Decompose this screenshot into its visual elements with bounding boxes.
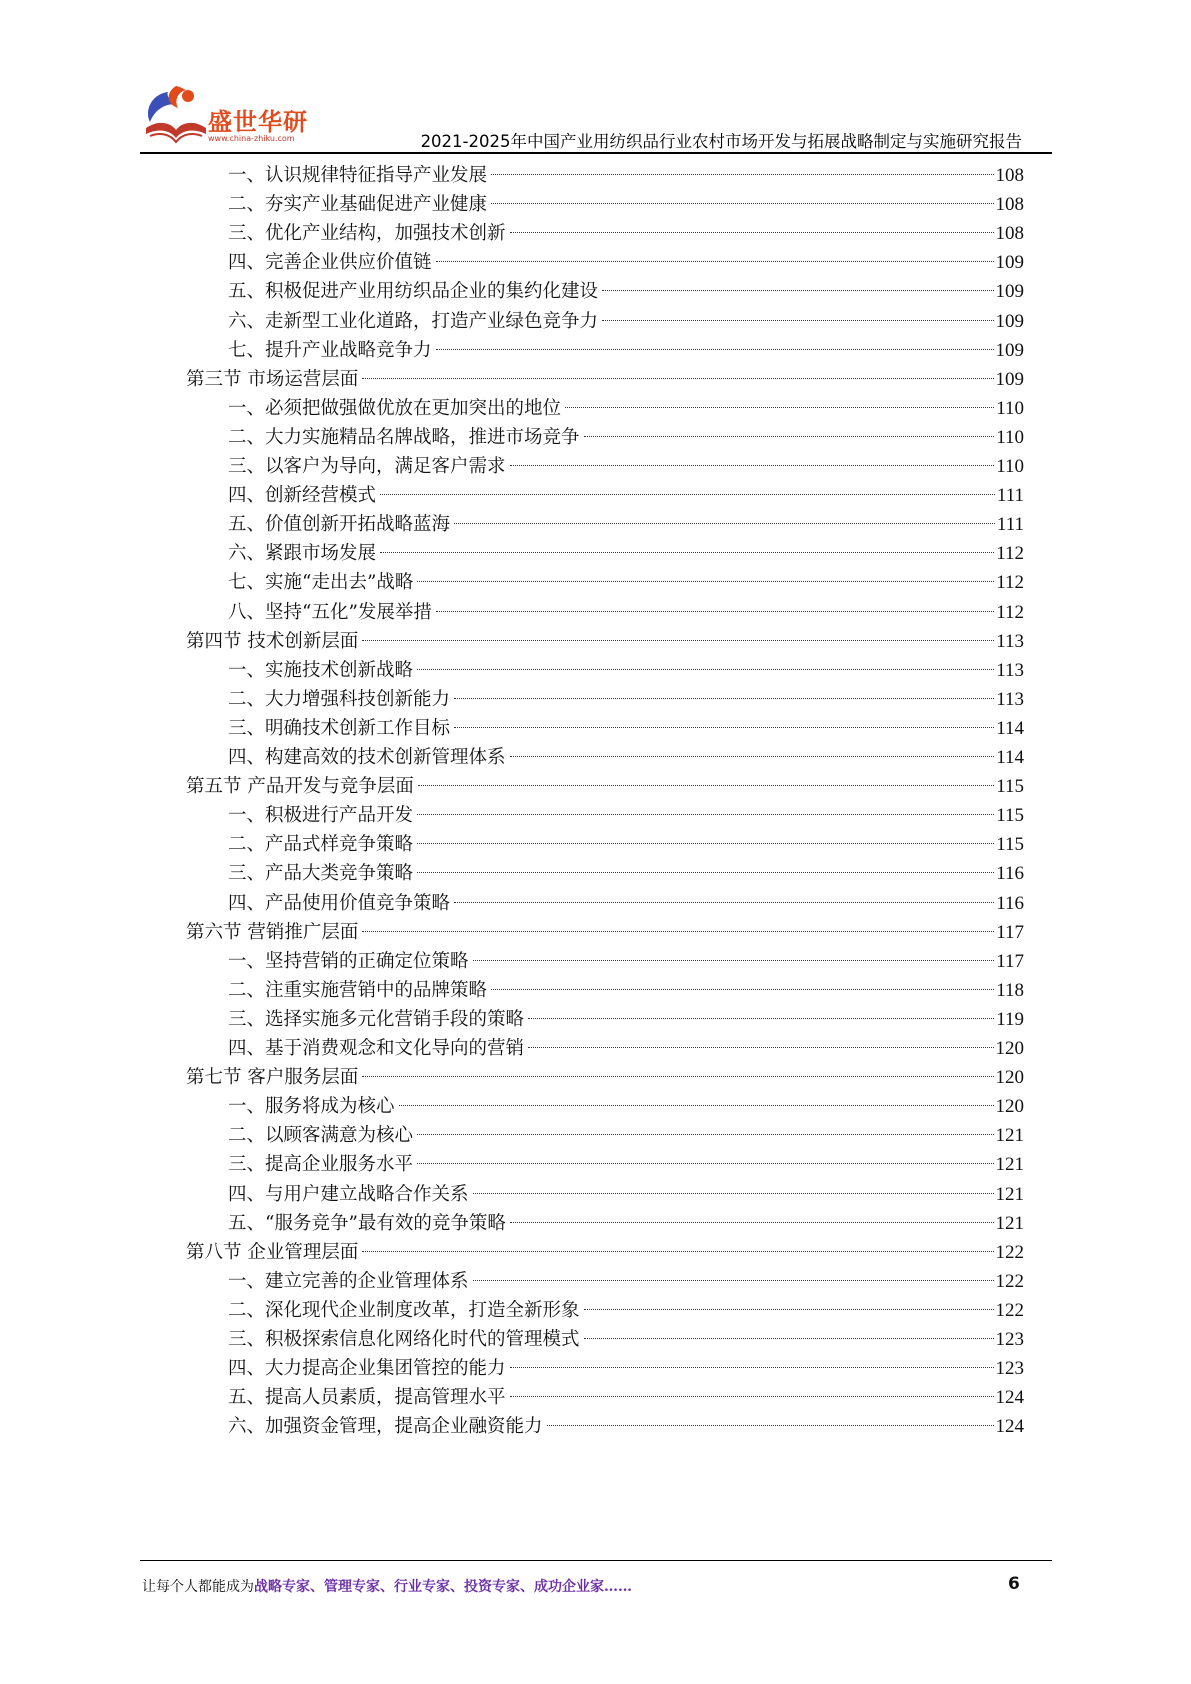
toc-dot-leader <box>491 174 993 175</box>
toc-entry-label: 四、完善企业供应价值链 <box>228 252 432 274</box>
toc-entry-label: 一、实施技术创新战略 <box>228 659 414 681</box>
toc-dot-leader <box>454 698 994 699</box>
toc-subsection-entry[interactable] <box>228 393 1024 424</box>
toc-subsection-entry[interactable] <box>228 1091 1024 1122</box>
toc-entry-page: 116 <box>996 863 1024 885</box>
toc-entry-page: 112 <box>996 572 1024 594</box>
toc-subsection-entry[interactable] <box>228 567 1024 598</box>
toc-dot-leader <box>510 1222 994 1223</box>
toc-entry-page: 109 <box>995 281 1024 303</box>
toc-entry-page: 120 <box>995 1067 1024 1089</box>
toc-subsection-entry[interactable] <box>228 160 1024 191</box>
toc-dot-leader <box>380 494 995 495</box>
toc-entry-page: 122 <box>995 1241 1024 1263</box>
toc-section-entry[interactable] <box>186 626 1024 657</box>
toc-entry-label: 七、提升产业战略竞争力 <box>228 339 432 361</box>
toc-entry-page: 108 <box>995 223 1024 245</box>
toc-entry-page: 109 <box>995 368 1024 390</box>
toc-subsection-entry[interactable] <box>228 509 1024 540</box>
toc-entry-label: 一、必须把做强做优放在更加突出的地位 <box>228 397 562 419</box>
page-number: 6 <box>1008 1574 1020 1594</box>
toc-subsection-entry[interactable] <box>228 888 1024 919</box>
toc-dot-leader <box>510 1367 994 1368</box>
toc-section-entry[interactable] <box>186 1237 1024 1268</box>
toc-dot-leader <box>362 378 993 379</box>
toc-subsection-entry[interactable] <box>228 655 1024 686</box>
toc-entry-label: 第三节 市场运营层面 <box>186 368 359 390</box>
toc-subsection-entry[interactable] <box>228 1382 1024 1413</box>
toc-entry-label: 一、坚持营销的正确定位策略 <box>228 950 469 972</box>
toc-entry-label: 六、走新型工业化道路，打造产业绿色竞争力 <box>228 310 599 332</box>
toc-entry-page: 121 <box>995 1154 1024 1176</box>
toc-entry-page: 113 <box>996 630 1024 652</box>
toc-subsection-entry[interactable] <box>228 1120 1024 1151</box>
toc-dot-leader <box>491 203 993 204</box>
toc-dot-leader <box>436 611 994 612</box>
toc-entry-page: 114 <box>996 717 1024 739</box>
toc-entry-page: 110 <box>996 397 1024 419</box>
toc-entry-page: 119 <box>996 1008 1024 1030</box>
toc-entry-label: 二、注重实施营销中的品牌策略 <box>228 979 488 1001</box>
footer-slogan <box>142 1576 632 1596</box>
toc-entry-page: 122 <box>995 1270 1024 1292</box>
toc-subsection-entry[interactable] <box>228 1353 1024 1384</box>
footer-slogan-highlight: 战略专家、管理专家、行业专家、投资专家、成功企业家…… <box>254 1579 632 1595</box>
toc-entry-label: 三、选择实施多元化营销手段的策略 <box>228 1008 525 1030</box>
toc-entry-page: 117 <box>996 950 1024 972</box>
toc-dot-leader <box>602 290 993 291</box>
toc-subsection-entry[interactable] <box>228 538 1024 569</box>
toc-dot-leader <box>454 523 995 524</box>
toc-entry-label: 第六节 营销推广层面 <box>186 921 359 943</box>
toc-dot-leader <box>565 407 994 408</box>
toc-subsection-entry[interactable] <box>228 742 1024 773</box>
toc-subsection-entry[interactable] <box>228 1004 1024 1035</box>
toc-entry-page: 117 <box>996 921 1024 943</box>
toc-dot-leader <box>436 349 994 350</box>
footer-slogan-prefix: 让每个人都能成为 <box>142 1579 254 1595</box>
toc-entry-label: 四、基于消费观念和文化导向的营销 <box>228 1038 525 1059</box>
toc-subsection-entry[interactable] <box>228 800 1024 831</box>
toc-subsection-entry[interactable] <box>228 1033 1024 1064</box>
toc-subsection-entry[interactable] <box>228 1208 1024 1239</box>
toc-dot-leader <box>510 465 995 466</box>
toc-entry-label: 五、提高人员素质，提高管理水平 <box>228 1387 506 1409</box>
toc-entry-page: 124 <box>995 1416 1024 1438</box>
toc-subsection-entry[interactable] <box>228 1266 1024 1297</box>
toc-entry-page: 113 <box>996 688 1024 710</box>
toc-dot-leader <box>584 1309 994 1310</box>
toc-dot-leader <box>473 1280 994 1281</box>
toc-subsection-entry[interactable] <box>228 1149 1024 1180</box>
toc-entry-label: 第七节 客户服务层面 <box>186 1067 359 1089</box>
toc-dot-leader <box>602 320 993 321</box>
toc-entry-page: 124 <box>995 1387 1024 1409</box>
toc-subsection-entry[interactable] <box>228 1411 1024 1442</box>
toc-subsection-entry[interactable] <box>228 713 1024 744</box>
toc-dot-leader <box>417 814 994 815</box>
toc-subsection-entry[interactable] <box>228 422 1024 453</box>
toc-entry-page: 121 <box>995 1125 1024 1147</box>
toc-entry-label: 二、夯实产业基础促进产业健康 <box>228 194 488 216</box>
toc-entry-label: 四、构建高效的技术创新管理体系 <box>228 747 506 768</box>
toc-entry-label: 二、大力增强科技创新能力 <box>228 688 451 710</box>
toc-dot-leader <box>362 640 994 641</box>
toc-subsection-entry[interactable] <box>228 306 1024 337</box>
toc-entry-page: 108 <box>995 165 1024 186</box>
toc-entry-label: 第五节 产品开发与竞争层面 <box>186 776 414 798</box>
toc-dot-leader <box>399 1105 994 1106</box>
toc-entry-page: 116 <box>996 892 1024 914</box>
toc-dot-leader <box>528 1018 994 1019</box>
toc-entry-label: 八、坚持“五化”发展举措 <box>228 601 432 623</box>
toc-dot-leader <box>417 1134 993 1135</box>
toc-entry-page: 108 <box>995 194 1024 216</box>
toc-entry-page: 115 <box>996 834 1024 856</box>
toc-dot-leader <box>454 902 994 903</box>
toc-entry-label: 第四节 技术创新层面 <box>186 630 359 652</box>
toc-dot-leader <box>362 1251 993 1252</box>
toc-entry-label: 一、服务将成为核心 <box>228 1096 395 1118</box>
toc-dot-leader <box>528 1047 993 1048</box>
toc-dot-leader <box>417 581 994 582</box>
toc-dot-leader <box>417 669 994 670</box>
toc-dot-leader <box>510 232 994 233</box>
toc-subsection-entry[interactable] <box>228 1295 1024 1326</box>
toc-subsection-entry[interactable] <box>228 1179 1024 1210</box>
toc-dot-leader <box>362 931 994 932</box>
toc-subsection-entry[interactable] <box>228 684 1024 715</box>
toc-entry-page: 111 <box>996 514 1024 536</box>
logo-name: 盛世华研 <box>208 108 308 136</box>
toc-subsection-entry[interactable] <box>228 597 1024 628</box>
toc-entry-label: 四、与用户建立战略合作关系 <box>228 1183 469 1205</box>
toc-entry-page: 118 <box>996 979 1024 1001</box>
toc-subsection-entry[interactable] <box>228 946 1024 977</box>
toc-entry-label: 六、加强资金管理，提高企业融资能力 <box>228 1416 543 1438</box>
toc-entry-page: 112 <box>996 543 1024 565</box>
toc-entry-label: 三、以客户为导向，满足客户需求 <box>228 456 506 477</box>
toc-entry-page: 121 <box>995 1212 1024 1234</box>
toc-entry-page: 123 <box>995 1358 1024 1380</box>
toc-dot-leader <box>417 872 994 873</box>
toc-dot-leader <box>418 785 994 786</box>
toc-subsection-entry[interactable] <box>228 218 1024 249</box>
toc-entry-label: 五、积极促进产业用纺织品企业的集约化建设 <box>228 281 599 303</box>
toc-entry-label: 三、积极探索信息化网络化时代的管理模式 <box>228 1329 580 1350</box>
toc-dot-leader <box>454 727 994 728</box>
toc-section-entry[interactable] <box>186 771 1024 802</box>
toc-entry-label: 二、大力实施精品名牌战略，推进市场竞争 <box>228 426 580 448</box>
toc-entry-page: 109 <box>995 252 1024 274</box>
toc-subsection-entry[interactable] <box>228 858 1024 889</box>
toc-entry-page: 114 <box>996 747 1024 768</box>
toc-dot-leader <box>547 1425 994 1426</box>
toc-dot-leader <box>362 1076 993 1077</box>
toc-entry-page: 113 <box>996 659 1024 681</box>
toc-subsection-entry[interactable] <box>228 829 1024 860</box>
toc-section-entry[interactable] <box>186 1062 1024 1093</box>
toc-subsection-entry[interactable] <box>228 480 1024 511</box>
toc-entry-label: 四、大力提高企业集团管控的能力 <box>228 1358 506 1380</box>
toc-entry-page: 120 <box>995 1096 1024 1118</box>
toc-section-entry[interactable] <box>186 364 1024 395</box>
toc-dot-leader <box>417 1163 993 1164</box>
toc-entry-label: 三、产品大类竞争策略 <box>228 863 414 885</box>
toc-entry-label: 三、明确技术创新工作目标 <box>228 717 451 739</box>
toc-dot-leader <box>473 1193 994 1194</box>
toc-entry-label: 三、提高企业服务水平 <box>228 1154 414 1176</box>
toc-subsection-entry[interactable] <box>228 451 1024 482</box>
toc-entry-label: 四、产品使用价值竞争策略 <box>228 892 451 914</box>
toc-entry-page: 111 <box>996 485 1024 507</box>
toc-subsection-entry[interactable] <box>228 335 1024 366</box>
header-divider <box>140 152 1052 154</box>
toc-section-entry[interactable] <box>186 917 1024 948</box>
toc-entry-label: 一、建立完善的企业管理体系 <box>228 1270 469 1292</box>
toc-entry-page: 115 <box>996 805 1024 827</box>
toc-entry-label: 二、产品式样竞争策略 <box>228 834 414 856</box>
toc-entry-label: 二、以顾客满意为核心 <box>228 1125 414 1147</box>
toc-dot-leader <box>584 436 995 437</box>
toc-dot-leader <box>491 989 994 990</box>
toc-entry-label: 七、实施“走出去”战略 <box>228 572 414 594</box>
toc-dot-leader <box>510 1396 994 1397</box>
toc-dot-leader <box>584 1338 994 1339</box>
toc-entry-page: 109 <box>995 339 1024 361</box>
toc-dot-leader <box>417 843 994 844</box>
toc-entry-label: 二、深化现代企业制度改革，打造全新形象 <box>228 1299 580 1321</box>
toc-entry-label: 第八节 企业管理层面 <box>186 1241 359 1263</box>
toc-dot-leader <box>436 261 994 262</box>
toc-subsection-entry[interactable] <box>228 1324 1024 1355</box>
toc-entry-page: 120 <box>995 1038 1024 1059</box>
company-logo <box>140 82 330 152</box>
document-title: 2021-2025年中国产业用纺织品行业农村市场开发与拓展战略制定与实施研究报告 <box>420 132 1022 151</box>
toc-dot-leader <box>510 756 995 757</box>
toc-subsection-entry[interactable] <box>228 247 1024 278</box>
footer-divider <box>140 1560 1052 1561</box>
toc-entry-page: 110 <box>996 426 1024 448</box>
toc-entry-page: 110 <box>996 456 1024 477</box>
toc-subsection-entry[interactable] <box>228 975 1024 1006</box>
toc-entry-label: 四、创新经营模式 <box>228 485 377 507</box>
toc-entry-label: 五、“服务竞争”最有效的竞争策略 <box>228 1212 506 1234</box>
toc-entry-page: 121 <box>995 1183 1024 1205</box>
toc-subsection-entry[interactable] <box>228 189 1024 220</box>
toc-entry-page: 109 <box>995 310 1024 332</box>
toc-dot-leader <box>380 552 994 553</box>
toc-entry-label: 三、优化产业结构，加强技术创新 <box>228 223 506 245</box>
logo-mark-icon <box>140 82 210 152</box>
toc-entry-label: 六、紧跟市场发展 <box>228 543 377 565</box>
toc-entry-label: 一、认识规律特征指导产业发展 <box>228 165 488 186</box>
toc-entry-page: 123 <box>995 1329 1024 1350</box>
logo-url: www.china-zhiku.com <box>208 134 295 143</box>
toc-entry-page: 115 <box>996 776 1024 798</box>
toc-entry-label: 一、积极进行产品开发 <box>228 805 414 827</box>
toc-subsection-entry[interactable] <box>228 276 1024 307</box>
toc-entry-page: 122 <box>995 1299 1024 1321</box>
toc-dot-leader <box>473 960 995 961</box>
toc-entry-label: 五、价值创新开拓战略蓝海 <box>228 514 451 536</box>
page-header <box>0 0 1191 160</box>
toc-entry-page: 112 <box>996 601 1024 623</box>
